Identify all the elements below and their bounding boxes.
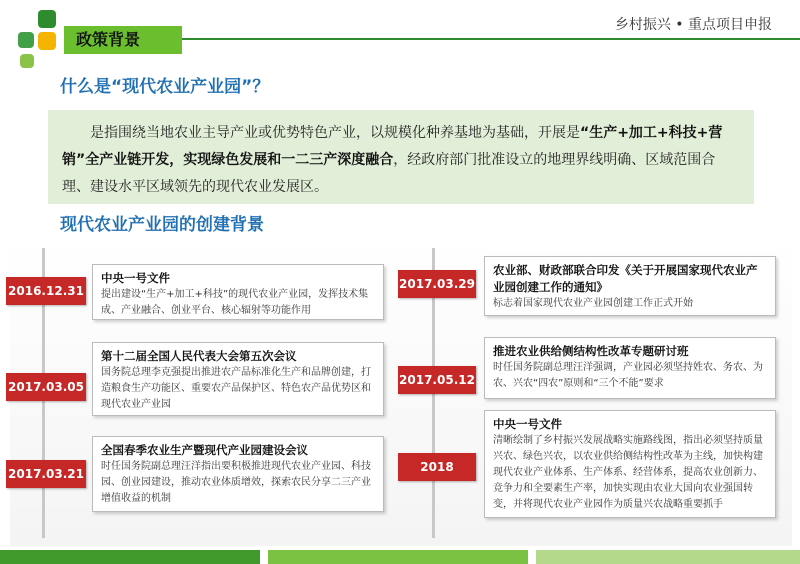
event-card: [92, 436, 384, 512]
definition-text-2: ，经政府部门批准设立的地理界线明确、区域范围合理、建设水平区域领先的现代农业发展区。: [62, 152, 716, 195]
footer-stripe: [260, 550, 268, 564]
definition-bold: “生产+加工+科技+营销”全产业链开发，实现绿色发展和一二三产深度融合: [62, 125, 723, 168]
event-date: 2016.12.31: [6, 277, 86, 305]
event-card: [92, 264, 384, 320]
event-card: [484, 337, 776, 399]
event-body: 标志着国家现代农业产业园创建工作正式开始: [493, 298, 693, 309]
event-body: 时任国务院副总理汪洋指出要积极推进现代农业产业园、科技园、创业园建设，推动农业体质增效，探索农民分享二三产业增值收益的机制: [101, 461, 371, 504]
event-body: 时任国务院副总理汪洋强调，产业园必须坚持姓农、务农、为农、兴农“四农”原则和“三个不能”要求: [493, 362, 763, 389]
event-date: 2017.03.29: [398, 270, 476, 298]
logo: [18, 10, 64, 70]
event-date: 2017.05.12: [398, 366, 476, 394]
event-title: 第十二届全国人民代表大会第五次会议: [101, 349, 297, 363]
footer-bar: [0, 550, 800, 564]
footer-stripe: [536, 550, 800, 564]
footer-stripe: [0, 550, 260, 564]
event-card: [484, 256, 776, 316]
event-title: 农业部、财政部联合印发《关于开展国家现代农业产业园创建工作的通知》: [493, 263, 758, 294]
event-body: 提出建设“生产+加工+科技”的现代农业产业园，发挥技术集成、产业融合、创业平台、核心辐射等功能作用: [101, 289, 369, 316]
header-title: 乡村振兴 • 重点项目申报: [614, 17, 772, 33]
definition-text-1: 是指围绕当地农业主导产业或优势特色产业，以规模化种养基地为基础，开展是: [90, 125, 580, 141]
footer-stripe: [528, 550, 536, 564]
heading-background: 现代农业产业园的创建背景: [60, 215, 264, 235]
event-date: 2017.03.21: [6, 460, 86, 488]
event-body: 国务院总理李克强提出推进农产品标准化生产和品牌创建，打造粮食生产功能区、重要农产品保护区、特色农产品优势区和现代农业产业园: [101, 367, 371, 410]
event-title: 中央一号文件: [493, 417, 562, 431]
heading-what-is: 什么是“现代农业产业园”？: [60, 77, 270, 97]
logo-square-green: [38, 10, 56, 28]
footer-stripe: [268, 550, 528, 564]
event-title: 中央一号文件: [101, 271, 170, 285]
event-date: 2017.03.05: [6, 373, 86, 401]
logo-square-green-2: [18, 32, 34, 48]
event-date: 2018: [398, 453, 476, 481]
event-body: 清晰绘制了乡村振兴发展战略实施路线图，指出必须坚持质量兴农、绿色兴农，以农业供给侧结构性改革为主线，加快构建现代农业产业体系、生产体系、经营体系，提高农业创新力、竞争力和全要素生产率，加快实现由农业大国向农业强国转变，并将现代农业产业园作为质量兴农战略重要抓手: [493, 435, 763, 510]
logo-square-light-green: [20, 54, 34, 68]
event-card: [92, 342, 384, 416]
definition-box: [48, 110, 754, 204]
event-card: [484, 410, 776, 518]
event-title: 全国春季农业生产暨现代产业园建设会议: [101, 443, 308, 457]
logo-square-yellow: [38, 32, 56, 50]
event-title: 推进农业供给侧结构性改革专题研讨班: [493, 344, 689, 358]
section-tag: 政策背景: [64, 26, 182, 54]
